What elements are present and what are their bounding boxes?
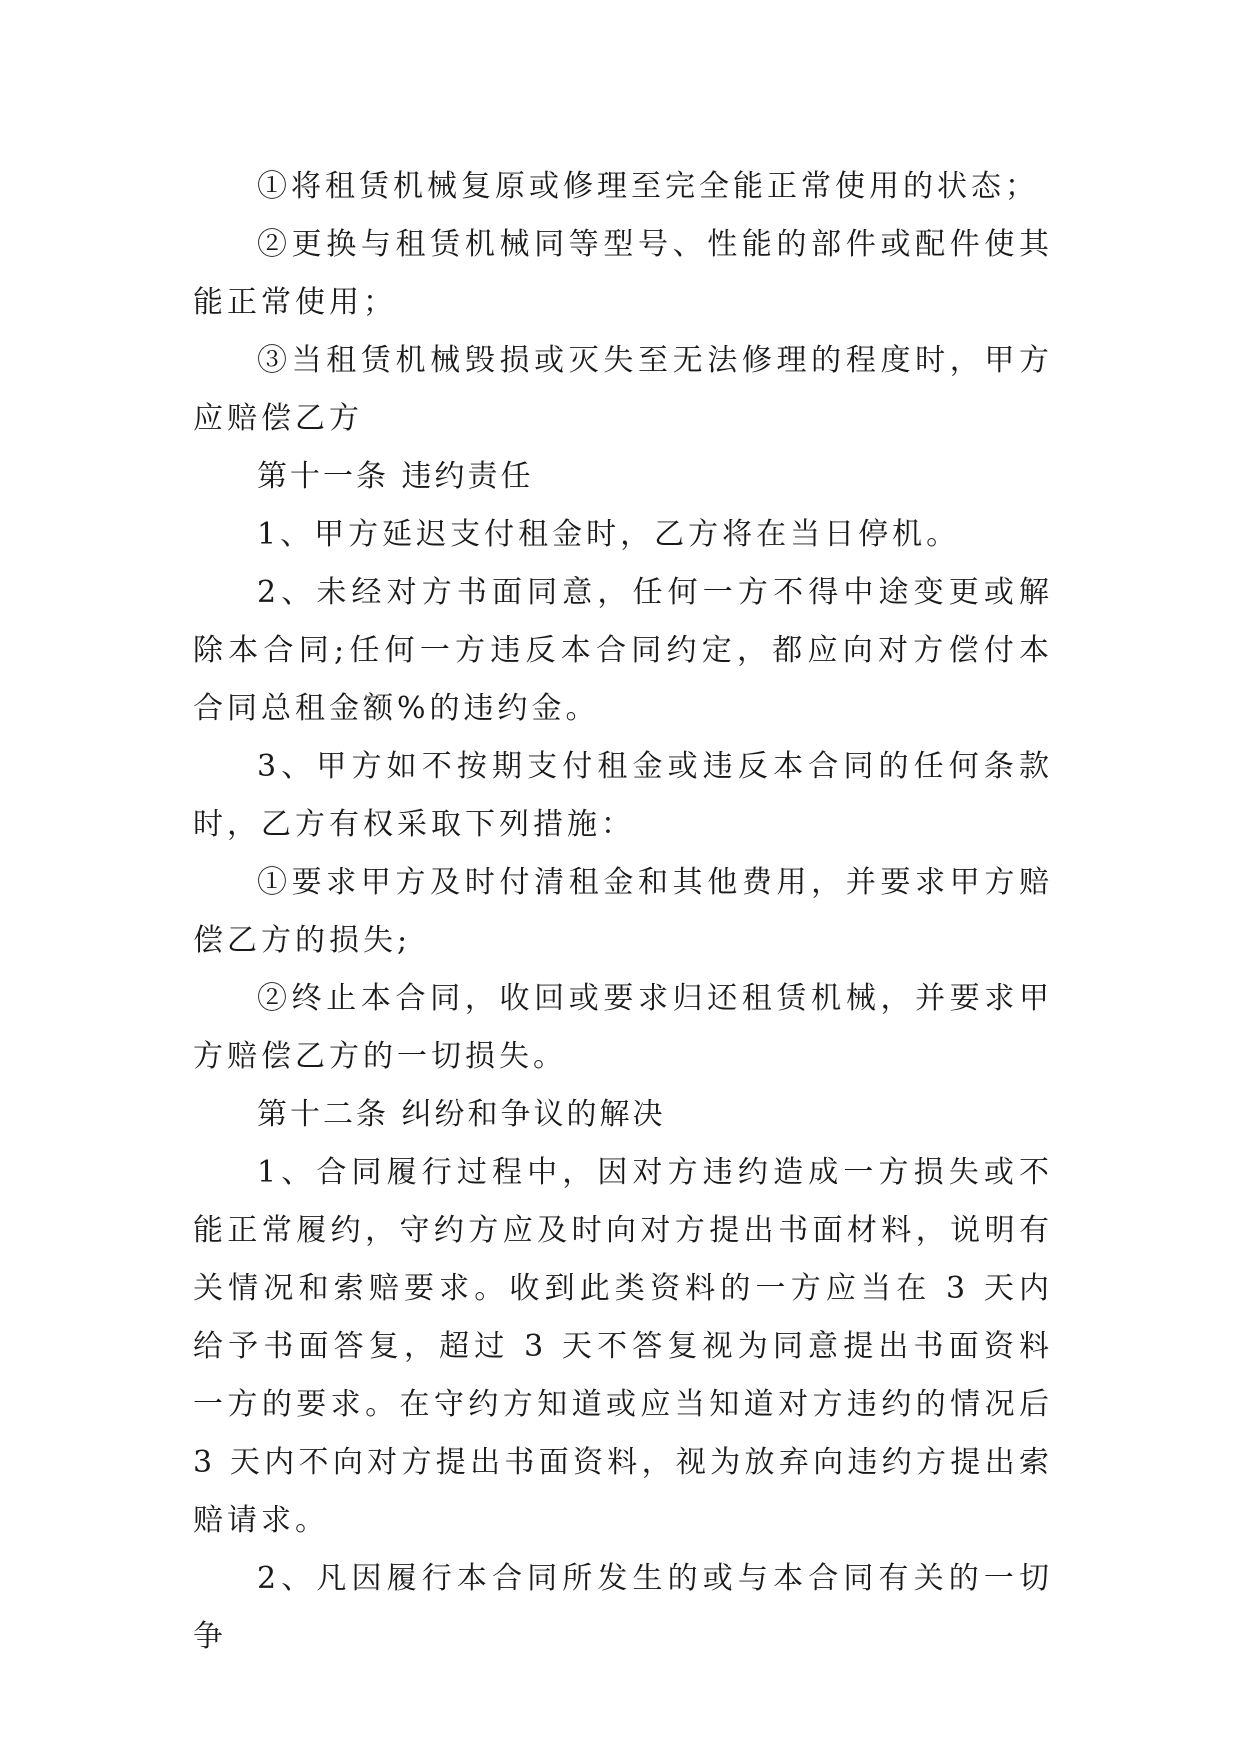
paragraph-compensation-clause: ③当租赁机械毁损或灭失至无法修理的程度时，甲方应赔偿乙方 [193,343,1053,436]
document-body [193,158,1053,1666]
paragraph-penalty: 2、未经对方书面同意，任何一方不得中途变更或解除本合同;任何一方违反本合同约定，都应向对方偿付本合同总租金额%的违约金。 [193,575,1053,726]
paragraph-remedies-intro: 3、甲方如不按期支付租金或违反本合同的任何条款时，乙方有权采取下列措施： [193,749,1053,842]
paragraph-claims-procedure: 1、合同履行过程中，因对方违约造成一方损失或不能正常履约，守约方应及时向对方提出书面材料，说明有关情况和索赔要求。收到此类资料的一方应当在 3 天内给予书面答复，超过 3 天不答复视为同意提出书面资料一方的要求。在守约方知道或应当知道对方违约的情况后 3 天内不向对方提出书面资料，视为放弃向违约方提出索赔请求。 [193,1155,1053,1538]
paragraph-remedy-termination: ②终止本合同，收回或要求归还租赁机械，并要求甲方赔偿乙方的一切损失。 [193,981,1053,1074]
paragraph-late-payment: 1、甲方延迟支付租金时，乙方将在当日停机。 [257,517,961,552]
article-12-heading: 第十二条 纠纷和争议的解决 [257,1097,666,1132]
paragraph-replace-parts-clause: ②更换与租赁机械同等型号、性能的部件或配件使其能正常使用； [193,227,1053,320]
paragraph-remedy-payment: ①要求甲方及时付清租金和其他费用，并要求甲方赔偿乙方的损失; [193,865,1053,958]
paragraph-repair-clause: ①将租赁机械复原或修理至完全能正常使用的状态； [257,169,1039,204]
article-11-heading: 第十一条 违约责任 [257,459,534,494]
paragraph-disputes: 2、凡因履行本合同所发生的或与本合同有关的一切争 [193,1561,1053,1654]
